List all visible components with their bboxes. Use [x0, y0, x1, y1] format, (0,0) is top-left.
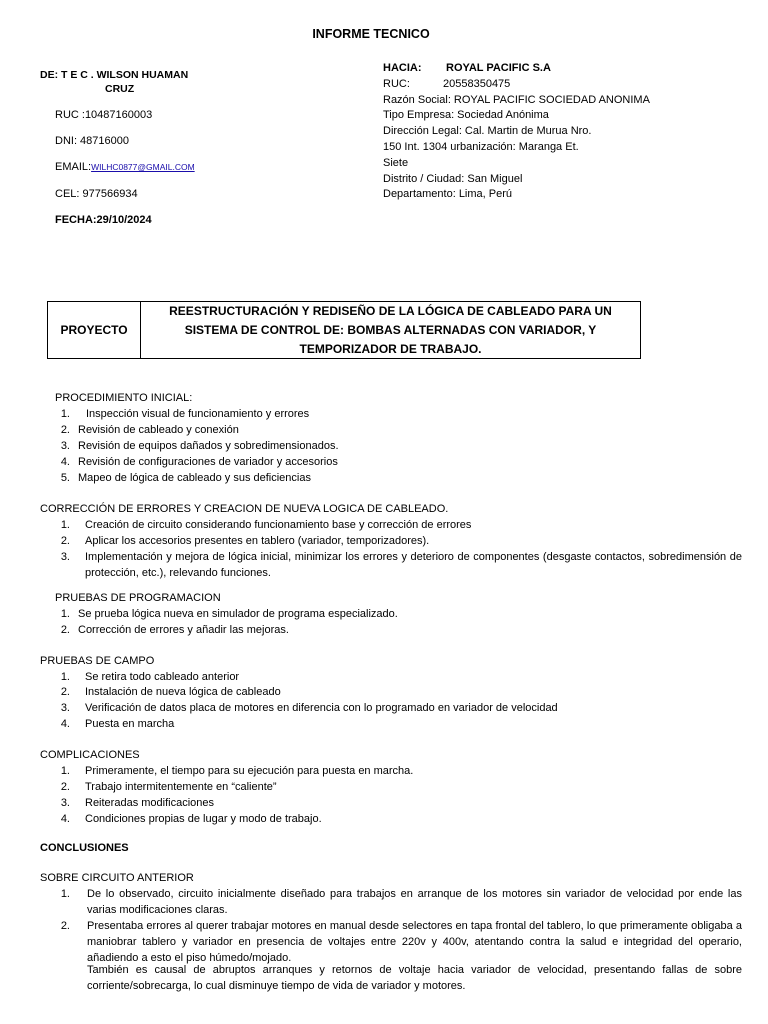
email-link[interactable]: WILHC0877@GMAIL.COM	[91, 162, 195, 172]
list-item: Primeramente, el tiempo para su ejecución para puesta en marcha.	[85, 765, 414, 777]
project-line-3: TEMPORIZADOR DE TRABAJO.	[299, 342, 482, 356]
list-number: 1.	[60, 408, 70, 420]
list-item: Inspección visual de funcionamiento y errores	[86, 408, 310, 420]
section-heading-pruebas-campo: PRUEBAS DE CAMPO	[40, 655, 155, 667]
from-fecha: FECHA:29/10/2024	[55, 214, 152, 226]
from-line2: CRUZ	[105, 83, 135, 95]
list-number: 1.	[60, 519, 70, 531]
section-heading-complicaciones: COMPLICACIONES	[40, 749, 140, 761]
to-departamento: Departamento: Lima, Perú	[383, 188, 513, 200]
subheading-circuito-anterior: SOBRE CIRCUITO ANTERIOR	[40, 872, 194, 884]
from-dni: DNI: 48716000	[55, 135, 129, 147]
list-number: 3.	[60, 702, 70, 714]
list-number: 3.	[60, 551, 70, 563]
list-item: Presentaba errores al querer trabajar motores en manual desde selectores en tapa frontal del tablero, lo que primeramente obligaba a maniobrar tablero y variador en presencia de voltajes entre 220v y 400v, atentando contra la salud e integridad del operario, añadiendo a esto el piso húmedo/mojado.	[87, 920, 742, 964]
list-number: 5.	[60, 472, 70, 484]
to-razon: Razón Social: ROYAL PACIFIC SOCIEDAD ANONIMA	[383, 94, 650, 106]
list-number: 1.	[60, 765, 70, 777]
list-number: 4.	[60, 456, 70, 468]
list-number: 2.	[60, 535, 70, 547]
list-number: 2.	[60, 424, 70, 436]
to-hacia-value: ROYAL PACIFIC S.A	[446, 62, 551, 74]
list-item-continuation: También es causal de abruptos arranques y retornos de voltaje hacia variador de velocidad, presentando fallas de sobre corriente/sobrecarga, lo cual disminuye tiempo de vida de variador y motores.	[87, 964, 742, 992]
project-line-2: SISTEMA DE CONTROL DE: BOMBAS ALTERNADAS CON VARIADOR, Y	[184, 323, 597, 337]
from-ruc: RUC :10487160003	[55, 109, 153, 121]
project-description	[141, 302, 640, 358]
section-heading-correccion: CORRECCIÓN DE ERRORES Y CREACION DE NUEVA LOGICA DE CABLEADO.	[40, 503, 449, 515]
list-item: Corrección de errores y añadir las mejoras.	[78, 624, 289, 636]
to-tipo: Tipo Empresa: Sociedad Anónima	[383, 109, 549, 121]
list-item: Verificación de datos placa de motores en diferencia con lo programado en variador de velocidad	[85, 702, 558, 714]
list-item: Condiciones propias de lugar y modo de trabajo.	[85, 813, 322, 825]
list-item: Revisión de cableado y conexión	[78, 424, 239, 436]
from-line1: DE: T E C . WILSON HUAMAN	[40, 69, 189, 81]
from-email	[55, 160, 195, 174]
report-title: INFORME TECNICO	[312, 27, 430, 41]
list-item: Implementación y mejora de lógica inicial, minimizar los errores y deterioro de componentes (desgaste contactos, sobredimensión de protección, etc.), relevando funciones.	[85, 551, 742, 579]
list-item: Se retira todo cableado anterior	[85, 671, 240, 683]
to-ruc-label: RUC:	[383, 78, 410, 90]
from-cel: CEL: 977566934	[55, 188, 138, 200]
list-number: 1.	[60, 671, 70, 683]
to-direccion-2: 150 Int. 1304 urbanización: Maranga Et.	[383, 141, 579, 153]
list-number: 4.	[60, 813, 70, 825]
list-number: 3.	[60, 797, 70, 809]
list-item: Revisión de equipos dañados y sobredimensionados.	[78, 440, 339, 452]
list-number: 2.	[60, 624, 70, 636]
to-direccion-3: Siete	[383, 157, 409, 169]
list-number: 2.	[60, 781, 70, 793]
list-number: 2.	[60, 920, 70, 932]
list-item: De lo observado, circuito inicialmente diseñado para trabajos en arranque de los motores sin variador de velocidad por ende las varias modificaciones claras.	[87, 888, 742, 916]
list-item: Creación de circuito considerando funcionamiento base y corrección de errores	[85, 519, 472, 531]
list-item: Se prueba lógica nueva en simulador de programa especializado.	[78, 608, 398, 620]
list-item: Instalación de nueva lógica de cableado	[85, 686, 281, 698]
list-item: Mapeo de lógica de cableado y sus deficiencias	[78, 472, 311, 484]
list-number: 4.	[60, 718, 70, 730]
to-direccion-1: Dirección Legal: Cal. Martin de Murua Nro.	[383, 125, 592, 137]
list-item: Aplicar los accesorios presentes en tablero (variador, temporizadores).	[85, 535, 430, 547]
project-line-1: REESTRUCTURACIÓN Y REDISEÑO DE LA LÓGICA DE CABLEADO PARA UN	[169, 304, 612, 318]
list-number: 1.	[60, 888, 70, 900]
list-item: Revisión de configuraciones de variador y accesorios	[78, 456, 338, 468]
to-distrito: Distrito / Ciudad: San Miguel	[383, 173, 523, 185]
list-number: 2.	[60, 686, 70, 698]
to-ruc-value: 20558350475	[443, 78, 511, 90]
to-hacia-label: HACIA:	[383, 62, 422, 74]
list-item: Reiteradas modificaciones	[85, 797, 215, 809]
section-heading-pruebas-programacion: PRUEBAS DE PROGRAMACION	[55, 592, 221, 604]
project-table	[47, 301, 641, 359]
project-label: PROYECTO	[48, 302, 141, 358]
list-number: 3.	[60, 440, 70, 452]
section-heading-conclusiones: CONCLUSIONES	[40, 842, 129, 854]
list-item: Puesta en marcha	[85, 718, 175, 730]
email-label: EMAIL:	[55, 161, 92, 173]
section-heading-proc-inicial: PROCEDIMIENTO INICIAL:	[55, 392, 193, 404]
list-item: Trabajo intermitentemente en “caliente”	[85, 781, 277, 793]
list-number: 1.	[60, 608, 70, 620]
